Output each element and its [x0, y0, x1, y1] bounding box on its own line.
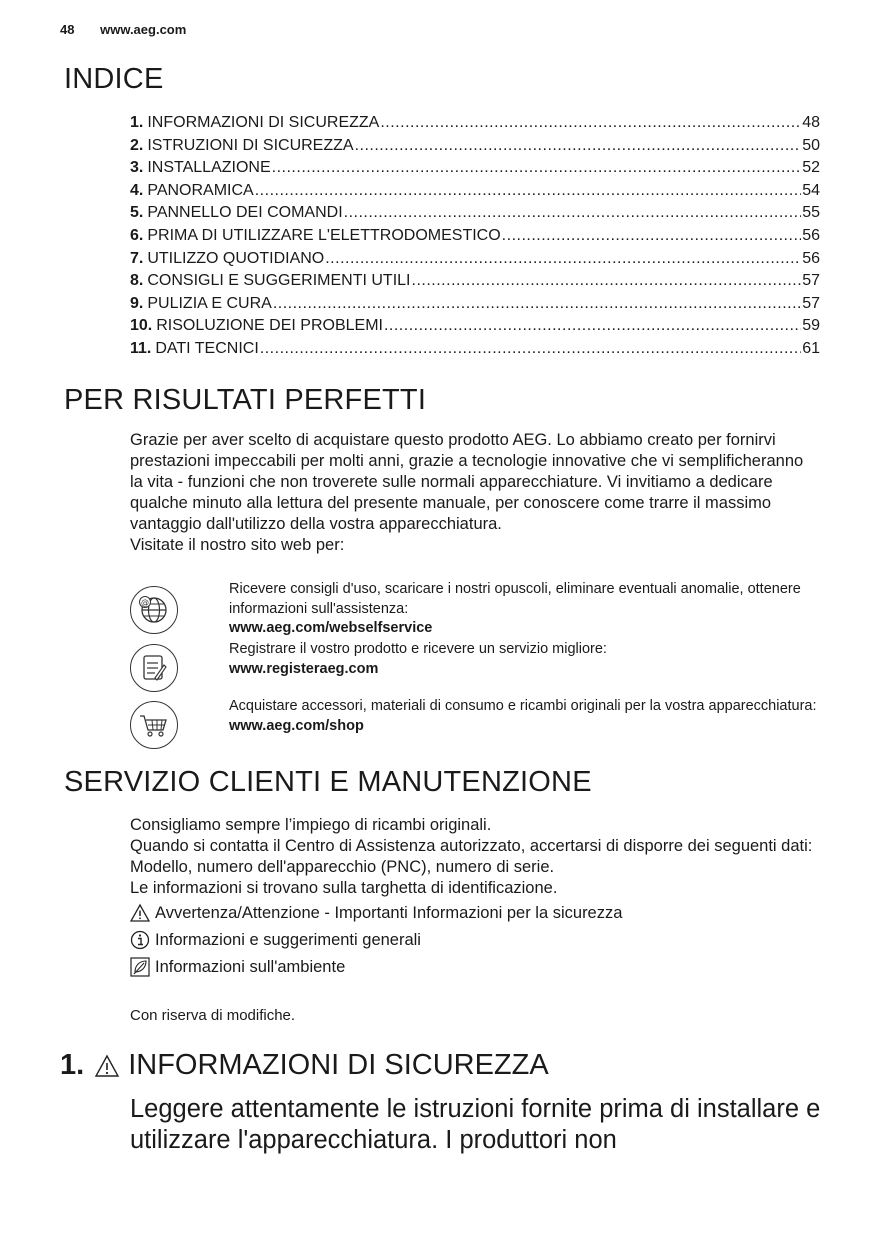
toc-leader	[502, 225, 802, 248]
toc-item[interactable]	[130, 112, 820, 135]
symbol-row-warning	[130, 903, 622, 923]
toc-leader	[380, 112, 801, 135]
link-description: Ricevere consigli d'uso, scaricare i nostri opuscoli, eliminare eventuali anomalie, ottenere informazioni sull'assistenza:	[229, 581, 801, 617]
toc-page: 54	[802, 181, 820, 199]
globe-at-icon	[130, 586, 178, 634]
section-number: 1.	[60, 1049, 85, 1081]
toc-leader	[355, 135, 802, 158]
toc-page: 56	[802, 249, 820, 267]
link-text-block	[229, 580, 819, 639]
toc-item[interactable]	[130, 338, 820, 361]
toc-label: CONSIGLI E SUGGERIMENTI UTILI	[147, 272, 411, 290]
toc-number: 4.	[130, 181, 144, 199]
toc-page: 50	[802, 136, 820, 154]
toc-number: 3.	[130, 159, 144, 177]
risultati-paragraph: Grazie per aver scelto di acquistare questo prodotto AEG. Lo abbiamo creato per fornirvi prestazioni impeccabili per molti anni, grazie a tecnologie innovative che vi semplificheranno la vita - funzioni che non troverete sulle normali apparecchiature. Vi invitiamo a dedicare qualche minuto alla lettura del presente manuale, per conoscere come trarre il massimo vantaggio dall'utilizzo della vostra apparecchiatura.	[130, 431, 804, 533]
toc-label: INSTALLAZIONE	[147, 159, 271, 177]
toc-item[interactable]	[130, 293, 820, 316]
link-text-block	[229, 640, 819, 679]
toc-leader	[272, 157, 802, 180]
toc-number: 2.	[130, 136, 144, 154]
toc-item[interactable]	[130, 157, 820, 180]
toc-item[interactable]	[130, 248, 820, 271]
risultati-body	[130, 430, 820, 556]
toc-item[interactable]	[130, 270, 820, 293]
toc-number: 11.	[130, 339, 152, 357]
toc-number: 8.	[130, 272, 144, 290]
shopping-cart-icon	[130, 701, 178, 749]
toc-page: 61	[802, 339, 820, 357]
toc-page: 57	[802, 294, 820, 312]
link-text-block	[229, 697, 819, 736]
sicurezza-intro: Leggere attentamente le istruzioni fornite prima di installare e utilizzare l'apparecchiatura. I produttori non	[130, 1095, 821, 1154]
toc-label: RISOLUZIONE DEI PROBLEMI	[156, 317, 383, 335]
toc-leader	[255, 180, 801, 203]
symbol-label: Informazioni e suggerimenti generali	[155, 930, 421, 949]
page-header	[60, 22, 186, 37]
shop-link[interactable]: www.aeg.com/shop	[229, 717, 364, 734]
toc-number: 6.	[130, 226, 144, 244]
servizio-line: Le informazioni si trovano sulla targhetta di identificazione.	[130, 879, 558, 897]
symbol-row-environment	[130, 957, 345, 977]
visit-line: Visitate il nostro sito web per:	[130, 536, 345, 554]
toc-number: 5.	[130, 204, 144, 222]
register-link[interactable]: www.registeraeg.com	[229, 660, 379, 677]
info-icon	[130, 930, 150, 950]
page-number: 48	[60, 22, 75, 37]
servizio-title: SERVIZIO CLIENTI E MANUTENZIONE	[64, 766, 592, 798]
toc-item[interactable]	[130, 315, 820, 338]
toc-item[interactable]	[130, 135, 820, 158]
svg-text:@: @	[141, 598, 149, 607]
warning-triangle-icon	[130, 903, 150, 923]
riserva-note: Con riserva di modifiche.	[130, 1007, 296, 1024]
symbol-label: Informazioni sull'ambiente	[155, 957, 346, 976]
toc-leader	[273, 293, 801, 316]
toc-label: PULIZIA E CURA	[147, 294, 272, 312]
toc-number: 7.	[130, 249, 144, 267]
toc-label: PANNELLO DEI COMANDI	[147, 204, 343, 222]
toc-label: ISTRUZIONI DI SICUREZZA	[147, 136, 354, 154]
header-site[interactable]: www.aeg.com	[100, 22, 187, 37]
toc-item[interactable]	[130, 180, 820, 203]
risultati-title: PER RISULTATI PERFETTI	[64, 384, 427, 416]
register-form-icon	[130, 644, 178, 692]
toc-leader	[325, 248, 801, 271]
toc-page: 55	[802, 204, 820, 222]
warning-triangle-icon	[94, 1053, 120, 1079]
toc-label: PRIMA DI UTILIZZARE L'ELETTRODOMESTICO	[147, 226, 501, 244]
symbol-label: Avvertenza/Attenzione - Importanti Informazioni per la sicurezza	[155, 903, 623, 922]
toc-leader	[412, 270, 802, 293]
webselfservice-link[interactable]: www.aeg.com/webselfservice	[229, 620, 433, 636]
servizio-line: Quando si contatta il Centro di Assistenza autorizzato, accertarsi di disporre dei seguenti dati: Modello, numero dell'apparecchio (PNC), numero di serie.	[130, 837, 813, 876]
toc-label: INFORMAZIONI DI SICUREZZA	[147, 114, 380, 131]
symbol-row-info	[130, 930, 421, 950]
section-heading-sicurezza	[60, 1049, 549, 1082]
toc-page: 52	[802, 159, 820, 177]
toc-label: UTILIZZO QUOTIDIANO	[147, 249, 325, 267]
toc-leader	[344, 202, 802, 225]
toc-item[interactable]	[130, 225, 820, 248]
servizio-line: Consigliamo sempre l’impiego di ricambi originali.	[130, 816, 492, 834]
toc-page: 57	[802, 272, 820, 290]
toc-label: PANORAMICA	[147, 181, 254, 199]
environment-leaf-icon	[130, 957, 150, 977]
toc-page: 48	[802, 114, 820, 131]
link-description: Registrare il vostro prodotto e ricevere un servizio migliore:	[229, 641, 607, 657]
toc-page: 59	[802, 317, 820, 335]
toc-label: DATI TECNICI	[155, 339, 259, 357]
table-of-contents	[130, 112, 820, 361]
indice-title: INDICE	[64, 63, 164, 95]
servizio-body	[130, 815, 820, 899]
section-title: INFORMAZIONI DI SICUREZZA	[128, 1049, 549, 1081]
toc-page: 56	[802, 226, 820, 244]
toc-number: 10.	[130, 317, 153, 335]
toc-item[interactable]	[130, 202, 820, 225]
link-description: Acquistare accessori, materiali di consumo e ricambi originali per la vostra apparecchiatura:	[229, 698, 817, 714]
toc-number: 9.	[130, 294, 144, 312]
toc-leader	[384, 315, 801, 338]
toc-leader	[260, 338, 801, 361]
toc-number: 1.	[130, 114, 144, 131]
